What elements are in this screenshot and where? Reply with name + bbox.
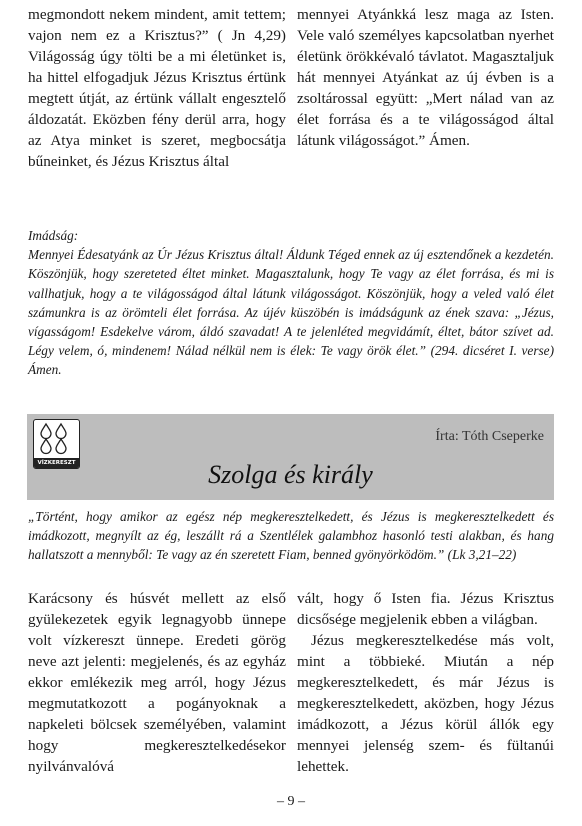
bottom-right-column xyxy=(297,588,554,777)
article-title: Szolga és király xyxy=(208,460,373,489)
article-banner xyxy=(27,414,554,500)
bottom-left-text: Karácsony és húsvét mellett az első gyülekezetek egyik legnagyobb ünnepe volt vízkereszt ünnepe. Eredeti görög neve azt jelenti: megjelenés, és az egyház ekkor emlékezik meg arról, hogy Jézus megmutatkozott a pogányoknak a napkeleti bölcsek személyében, valamint hogy megkeresztelkedésekor nyilvánvalóvá xyxy=(28,590,286,775)
author-line: Írta: Tóth Cseperke xyxy=(435,429,544,444)
bottom-right-paragraph: Jézus megkeresztelkedése más volt, mint a többieké. Miután a nép megkeresztelkedett, és már Jézus is megkeresztelkedett, aközben, hogy Jézus imádkozott, a Jézus körül állók egy mennyei jelenség szem- és fültanúi lehettek. xyxy=(297,632,554,775)
bible-quote xyxy=(28,507,554,565)
top-left-column xyxy=(28,4,286,172)
prayer-heading: Imádság: xyxy=(28,228,79,243)
prayer-block xyxy=(28,226,554,380)
bottom-right-paragraph: vált, hogy ő Isten fia. Jézus Krisztus dicsősége megjelenik ebben a világban. xyxy=(297,590,554,628)
page-number: – 9 – xyxy=(277,794,305,809)
top-right-text: mennyei Atyánkká lesz maga az Isten. Vele való személyes kapcsolatban nyerhet életünk örökkévaló távlatot. Magasztaljuk hát mennyei Atyánkat az új évben is a zsoltárossal együtt: „Mert nálad van az élet forrása és a te világosságod által látunk világosságot.” Ámen. xyxy=(297,6,554,149)
top-left-text: megmondott nekem mindent, amit tettem; vajon nem ez a Krisztus?” ( Jn 4,29) Világosság úgy tölti be a mi életünket is, ha hittel elfogadjuk Jézus Krisztus értünk megtett útját, az értünk vállalt engesztelő áldozatát. Eközben fény derül arra, hogy az Atya minket is szeret, megbocsátja bűneinket, és Jézus Krisztus által xyxy=(28,6,286,170)
bottom-left-column xyxy=(28,588,286,777)
water-drops-icon xyxy=(34,420,78,458)
prayer-text: Mennyei Édesatyánk az Úr Jézus Krisztus által! Áldunk Téged ennek az új esztendőnek a kezdetén. Köszönjük, hogy szereteted éltet minket. Magasztalunk, hogy Te vagy az élet forrása, és mi is vallhatjuk, hogy a te világosságod által látunk világosságot. Köszönjük, hogy a veled való élet számunkra is az örömteli élet forrása. Az újév küszöbén is imádságunk az ének szava: „Jézus, vígasságom! Esdekelve várom, áldó szavadat! A te jelenléted megvidámít, éltet, bátor szívet ad. Légy velem, ó, mindenem! Nálad nélkül nem is élek: Te vagy örök élet.” (294. dicséret I. verse) Ámen. xyxy=(28,247,554,378)
top-right-column xyxy=(297,4,554,151)
icon-label: VÍZKERESZT xyxy=(34,458,79,468)
quote-text: „Történt, hogy amikor az egész nép megkeresztelkedett, és Jézus is megkeresztelkedett és imádkozott, megnyílt az ég, leszállt rá a Szentlélek galambhoz hasonló testi alakban, és hang hallatszott a mennyből: Te vagy az én szeretett Fiam, benned gyönyörködöm.” (Lk 3,21–22) xyxy=(28,509,554,563)
